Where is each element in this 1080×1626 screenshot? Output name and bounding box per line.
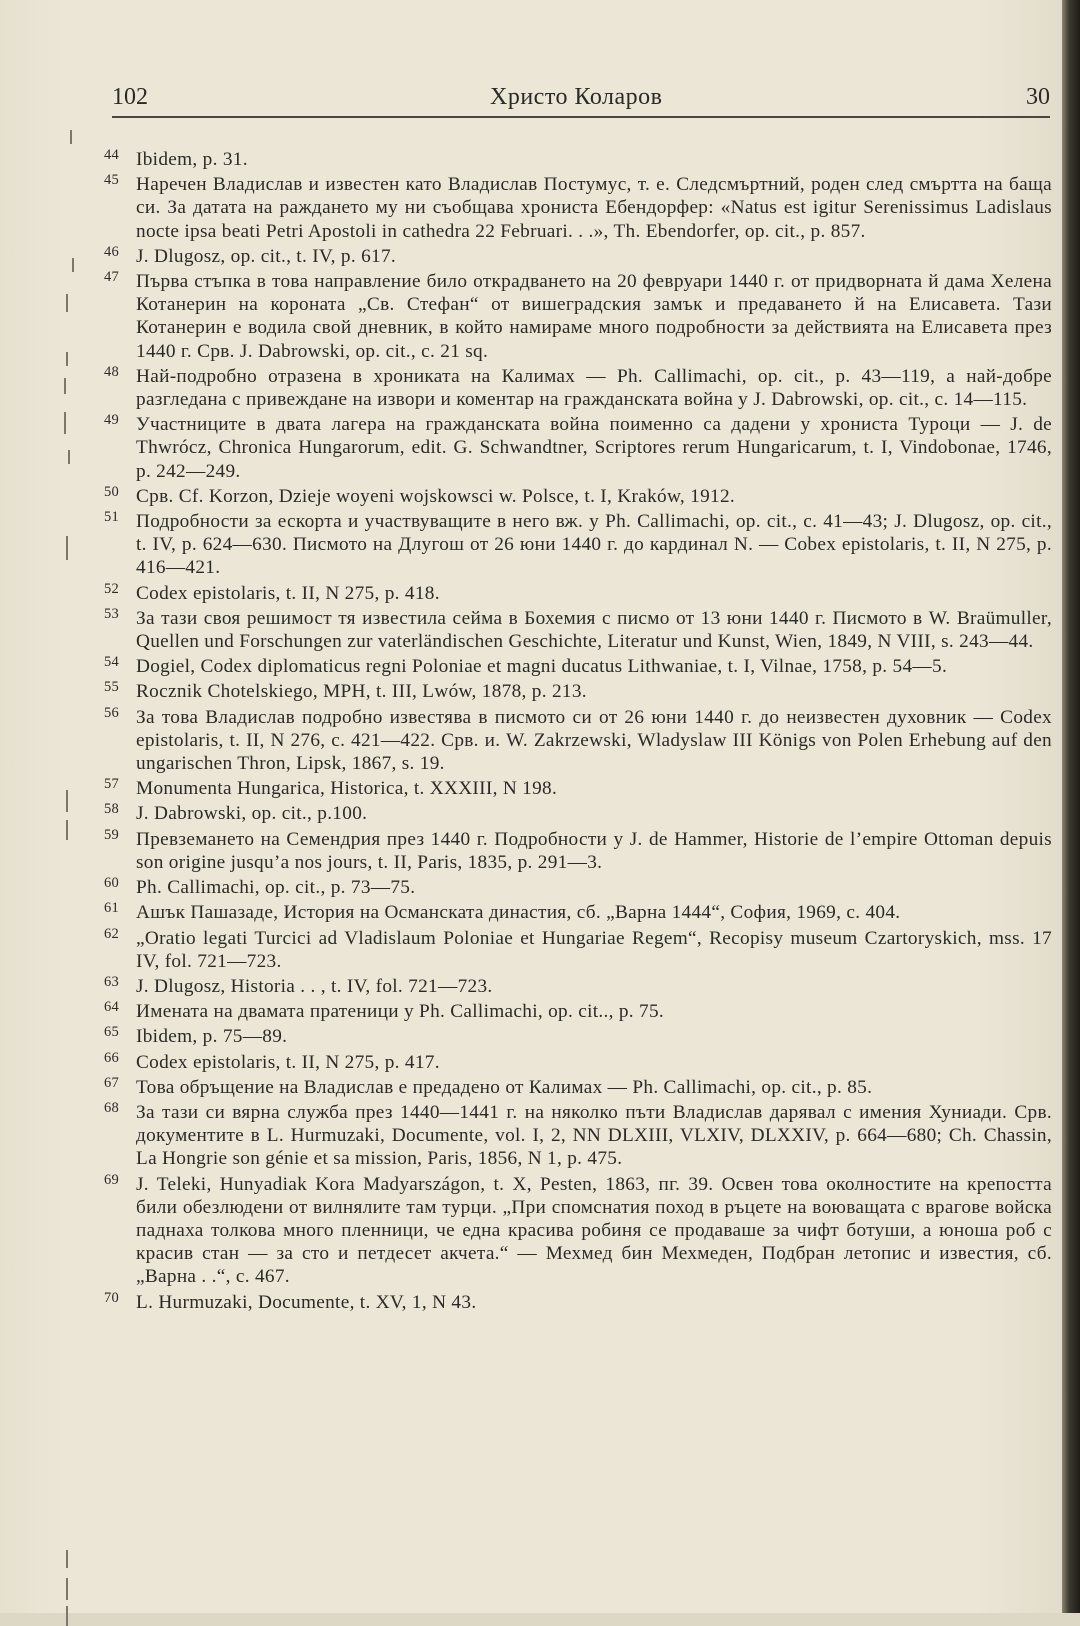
footnote-text: За това Владислав подробно известява в писмото си от 26 юни 1440 г. до неизвестен духовник — Codex epistolaris, t. II, N 276, c. 421—422. Срв. и. W. Zakrzewski, Wladyslaw III Königs von Polen Erhebung auf den ungarischen Thron, Lipsk, 1867, s. 19. xyxy=(136,706,1052,775)
footnote xyxy=(104,582,1052,605)
footnote xyxy=(104,413,1052,483)
footnote-text: Ашък Пашазаде, История на Османската династия, сб. „Варна 1444“, София, 1969, c. 404. xyxy=(136,902,901,924)
footnote xyxy=(104,1173,1052,1289)
footnote-text: J. Dabrowski, op. cit., p.100. xyxy=(136,803,368,825)
footnote-text: Dogiel, Codex diplomaticus regni Poloniae et magni ducatus Lithwaniae, t. I, Vilnae, 1758, p. 54—5. xyxy=(136,656,948,678)
footnote-text: Това обръщение на Владислав е предадено от Калимах — Ph. Callimachi, op. cit., p. 85. xyxy=(136,1076,873,1098)
footnote-number: 69 xyxy=(104,1171,120,1188)
page-edge-shadow xyxy=(1062,0,1080,1613)
footnote xyxy=(104,802,1052,825)
footnote-number: 56 xyxy=(104,704,120,721)
footnote-number: 57 xyxy=(104,776,120,793)
footnote-text: Rocznik Chotelskiego, MPH, t. III, Lwów, 1878, p. 213. xyxy=(136,681,587,703)
running-header xyxy=(112,84,1050,120)
footnote xyxy=(104,1051,1052,1074)
footnote xyxy=(104,777,1052,800)
page-number: 102 xyxy=(112,84,148,110)
footnote-number: 44 xyxy=(104,147,120,163)
footnote-number: 52 xyxy=(104,580,120,597)
footnote xyxy=(104,876,1052,899)
footnote xyxy=(104,607,1052,653)
footnote-number: 68 xyxy=(104,1099,120,1116)
side-number: 30 xyxy=(1026,84,1050,110)
footnote-text: J. Dlugosz, Historia . . , t. IV, fol. 721—723. xyxy=(136,975,493,997)
footnote-text: J. Dlugosz, op. cit., t. IV, p. 617. xyxy=(136,245,397,267)
footnote-text: Участниците в двата лагера на гражданската война поименно са дадени у хрониста Туроци — J. de Thwrócz, Chronica Hungarorum, edit. G. Schwandtner, Scriptores rerum Hungaricarum, t. I, Vindobonae, 1746, p. 242—249. xyxy=(136,414,1052,482)
footnote-number: 55 xyxy=(104,679,120,696)
header-rule xyxy=(112,116,1050,118)
footnote-text: Имената на двамата пратеници у Ph. Callimachi, op. cit.., p. 75. xyxy=(136,1001,665,1023)
footnote-text: За тази своя решимост тя известила сейма в Бохемия с писмо от 13 юни 1440 г. Писмото в W. Braümuller, Quellen und Forschungen zur vaterländischen Geschichte, Literatur und Kunst, Wien, 1849, N VIII, s. 243—44. xyxy=(136,607,1052,653)
footnote-text: Monumenta Hungarica, Historica, t. XXXIII, N 198. xyxy=(136,778,558,800)
footnote xyxy=(104,975,1052,998)
footnote-text: Codex epistolaris, t. II, N 275, p. 417. xyxy=(136,1051,440,1073)
footnote-text: Първа стъпка в това направление било открадването на 20 февруари 1440 г. от придворната й дама Хелена Котанерин на короната „Св. Стефан“ от вишеградския замък и предаването й на Елисавета. Тази Котанерин е водила свой дневник, в който намираме много подробности за действията на Елисавета през 1440 г. Срв. J. Dabrowski, op. cit., c. 21 sq. xyxy=(136,271,1052,362)
footnote xyxy=(104,1076,1052,1099)
footnote xyxy=(104,1291,1052,1314)
footnote-number: 53 xyxy=(104,605,120,622)
footnote-text: Ibidem, p. 31. xyxy=(136,149,248,170)
footnote xyxy=(104,245,1052,268)
footnote-text: J. Teleki, Hunyadiak Kora Madyarszágon, t. X, Pesten, 1863, пг. 39. Освен това околностите на крепостта били обезлюдени от вилнялите там турци. „При спомснатия поход в ръцете на воюващата с врагове войска паднаха толкова много пленници, че една красива робиня се продаваше за чифт ботуши, а юноша роб с красив стан — за сто и петдесет акчета.“ — Мехмед бин Мехмеден, Подбран летопис и известия, сб. „Варна . .“, c. 467. xyxy=(136,1173,1052,1288)
footnote xyxy=(104,1101,1052,1171)
footnote xyxy=(104,655,1052,678)
footnote xyxy=(104,680,1052,703)
footnote-text: За тази си вярна служба през 1440—1441 г. на няколко пъти Владислав дарявал с имения Хуниади. Срв. документите в L. Hurmuzaki, Documente, vol. I, 2, NN DLXIII, VLXIV, DLXXIV, p. 664—680; Ch. Chassin, La Hongrie son génie et sa mission, Paris, 1856, N 1, p. 475. xyxy=(136,1101,1052,1170)
footnote-text: Подробности за ескорта и участвуващите в него вж. у Ph. Callimachi, op. cit., c. 41—43; J. Dlugosz, op. cit., t. IV, p. 624—630. Писмото на Длугош от 26 юни 1440 г. до кардинал N. — Cobex epistolaris, t. II, N 275, p. 416—421. xyxy=(136,511,1052,579)
margin-pencil-marks xyxy=(60,130,80,1580)
footnote xyxy=(104,365,1052,411)
footnote-text: L. Hurmuzaki, Documente, t. XV, 1, N 43. xyxy=(136,1291,477,1313)
footnote-number: 45 xyxy=(104,172,120,189)
footnote-number: 65 xyxy=(104,1024,120,1041)
footnote-number: 48 xyxy=(104,363,120,380)
footnote xyxy=(104,901,1052,924)
footnote-text: Ph. Callimachi, op. cit., p. 73—75. xyxy=(136,877,416,899)
footnote xyxy=(104,510,1052,580)
footnote xyxy=(104,148,1052,171)
footnote xyxy=(104,828,1052,874)
footnote-number: 66 xyxy=(104,1049,120,1066)
footnote-text: Ibidem, p. 75—89. xyxy=(136,1026,288,1048)
footnote-number: 47 xyxy=(104,269,120,286)
footnote-number: 60 xyxy=(104,875,120,892)
footnote xyxy=(104,270,1052,363)
footnote xyxy=(104,1025,1052,1048)
footnote-number: 70 xyxy=(104,1289,120,1306)
footnote-number: 46 xyxy=(104,243,120,260)
footnote xyxy=(104,173,1052,243)
footnote-text: Наречен Владислав и известен като Владислав Постумус, т. е. Следсмъртний, роден след смъртта на баща си. За датата на раждането му ни съобщава хрониста Ебендорфер: «Natus est igitur Serenissimus Ladislaus nocte ipsa beati Petri Apostoli in cathedra 22 Februari. . .», Th. Ebendorfer, op. cit., p. 857. xyxy=(136,174,1052,242)
footnote-number: 63 xyxy=(104,973,120,990)
footnote-number: 59 xyxy=(104,826,120,843)
footnote-text: Срв. Cf. Korzon, Dzieje woyeni wojskowsci w. Polsce, t. I, Kraków, 1912. xyxy=(136,485,736,507)
footnote-number: 51 xyxy=(104,509,120,526)
footnote-number: 49 xyxy=(104,412,120,429)
footnote xyxy=(104,706,1052,776)
footnote xyxy=(104,485,1052,508)
footnote-number: 62 xyxy=(104,925,120,942)
footnote-text: Превземането на Семендрия през 1440 г. Подробности у J. de Hammer, Historie de l’empire Ottoman depuis son origine jusqu’a nos jours, t. II, Paris, 1835, p. 291—3. xyxy=(136,828,1052,873)
footnote-number: 64 xyxy=(104,999,120,1016)
footnote-text: Най-подробно отразена в хрониката на Калимах — Ph. Callimachi, op. cit., p. 43—119, а най-добре разгледана с привеждане на извори и коментар на гражданската война у J. Dabrowski, op. cit., c. 14—115. xyxy=(136,365,1052,411)
footnotes-list xyxy=(104,148,1052,1316)
running-title: Христо Коларов xyxy=(490,84,663,110)
footnote-number: 50 xyxy=(104,483,120,500)
footnote-number: 54 xyxy=(104,654,120,671)
footnote xyxy=(104,1000,1052,1023)
footnote-number: 67 xyxy=(104,1074,120,1091)
footnote-number: 58 xyxy=(104,801,120,818)
footnote-text: „Oratio legati Turcici ad Vladislaum Poloniae et Hungariae Regem“, Recopisy museum Czartoryskich, mss. 17 IV, fol. 721—723. xyxy=(136,927,1052,972)
footnote-text: Codex epistolaris, t. II, N 275, p. 418. xyxy=(136,582,440,604)
footnote-number: 61 xyxy=(104,900,120,917)
footnote xyxy=(104,927,1052,973)
